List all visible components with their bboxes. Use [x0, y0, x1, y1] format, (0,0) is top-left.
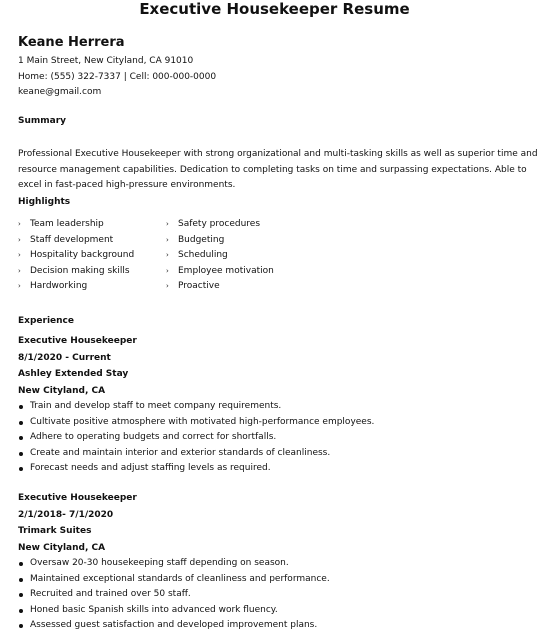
- bullet-icon: ›: [166, 266, 169, 275]
- highlight-item: › Team leadership: [18, 217, 134, 233]
- highlight-item: › Hospitality background: [18, 248, 134, 264]
- bullet-icon: ›: [18, 282, 21, 290]
- bullet-icon: [19, 562, 23, 566]
- highlights-heading: Highlights: [18, 197, 71, 207]
- bullet-icon: ›: [18, 220, 21, 228]
- highlight-item: › Budgeting: [166, 233, 274, 249]
- highlight-item: › Proactive: [166, 279, 274, 295]
- highlight-item: › Hardworking: [18, 279, 134, 295]
- bullet-icon: [19, 405, 23, 409]
- bullet-icon: [19, 593, 23, 597]
- job-bullets: [18, 556, 538, 634]
- bullet-icon: [19, 609, 23, 613]
- job-company: Ashley Extended Stay: [18, 369, 129, 379]
- job-location: New Cityland, CA: [18, 385, 106, 396]
- document-title: Executive Housekeeper Resume: [139, 0, 410, 18]
- list-item: Honed basic Spanish skills into advanced work fluency.: [18, 603, 538, 619]
- bullet-icon: [19, 578, 23, 582]
- list-item: Maintained exceptional standards of cleanliness and performance.: [18, 572, 538, 588]
- highlight-item: › Scheduling: [166, 248, 274, 264]
- highlight-item: › Employee motivation: [166, 264, 274, 280]
- summary-text: Professional Executive Housekeeper with strong organizational and multi-tasking skills as well as superior time and resource management capabilities. Dedication to completing tasks on time and surpassing expectations. Able to excel in fast-paced high-pressure environments.: [18, 149, 538, 191]
- job-dates: 2/1/2018- 7/1/2020: [18, 509, 114, 520]
- bullet-icon: [19, 467, 23, 471]
- bullet-icon: ›: [166, 220, 169, 228]
- bullet-icon: ›: [166, 235, 169, 244]
- bullet-icon: [19, 452, 23, 456]
- job-title: Executive Housekeeper: [18, 493, 137, 503]
- job-title: Executive Housekeeper: [18, 336, 137, 346]
- list-item: Assessed guest satisfaction and developed improvement plans.: [18, 618, 538, 634]
- list-item: Forecast needs and adjust staffing levels as required.: [18, 461, 538, 477]
- highlight-item: › Staff development: [18, 233, 134, 249]
- list-item: Cultivate positive atmosphere with motivated high-performance employees.: [18, 415, 538, 431]
- bullet-icon: [19, 436, 23, 440]
- list-item: Oversaw 20-30 housekeeping staff depending on season.: [18, 556, 538, 572]
- highlight-item: › Safety procedures: [166, 217, 274, 233]
- bullet-icon: ›: [18, 235, 21, 244]
- contact-block: [18, 54, 216, 101]
- bullet-icon: [19, 421, 23, 425]
- experience-heading: Experience: [18, 316, 74, 326]
- job-company: Trimark Suites: [18, 526, 92, 536]
- list-item: Adhere to operating budgets and correct for shortfalls.: [18, 430, 538, 446]
- highlights-list-right: [166, 217, 274, 295]
- bullet-icon: [19, 624, 23, 628]
- list-item: Train and develop staff to meet company requirements.: [18, 399, 538, 415]
- job-location: New Cityland, CA: [18, 542, 106, 553]
- summary-heading: Summary: [18, 116, 67, 126]
- bullet-icon: ›: [166, 282, 169, 290]
- contact-address: 1 Main Street, New Cityland, CA 91010: [18, 56, 194, 66]
- contact-email: keane@gmail.com: [18, 87, 102, 98]
- bullet-icon: ›: [18, 251, 21, 259]
- list-item: Create and maintain interior and exterior standards of cleanliness.: [18, 446, 538, 462]
- job-dates: 8/1/2020 - Current: [18, 352, 111, 363]
- job-entry: [18, 490, 538, 634]
- highlights-list-left: [18, 217, 134, 295]
- job-bullets: [18, 399, 538, 477]
- list-item: Recruited and trained over 50 staff.: [18, 587, 538, 603]
- contact-phones: Home: (555) 322-7337 | Cell: 000-000-0000: [18, 71, 217, 82]
- candidate-name: Keane Herrera: [18, 35, 125, 50]
- highlight-item: › Decision making skills: [18, 264, 134, 280]
- bullet-icon: ›: [18, 266, 21, 275]
- job-entry: [18, 333, 538, 477]
- bullet-icon: ›: [166, 251, 169, 259]
